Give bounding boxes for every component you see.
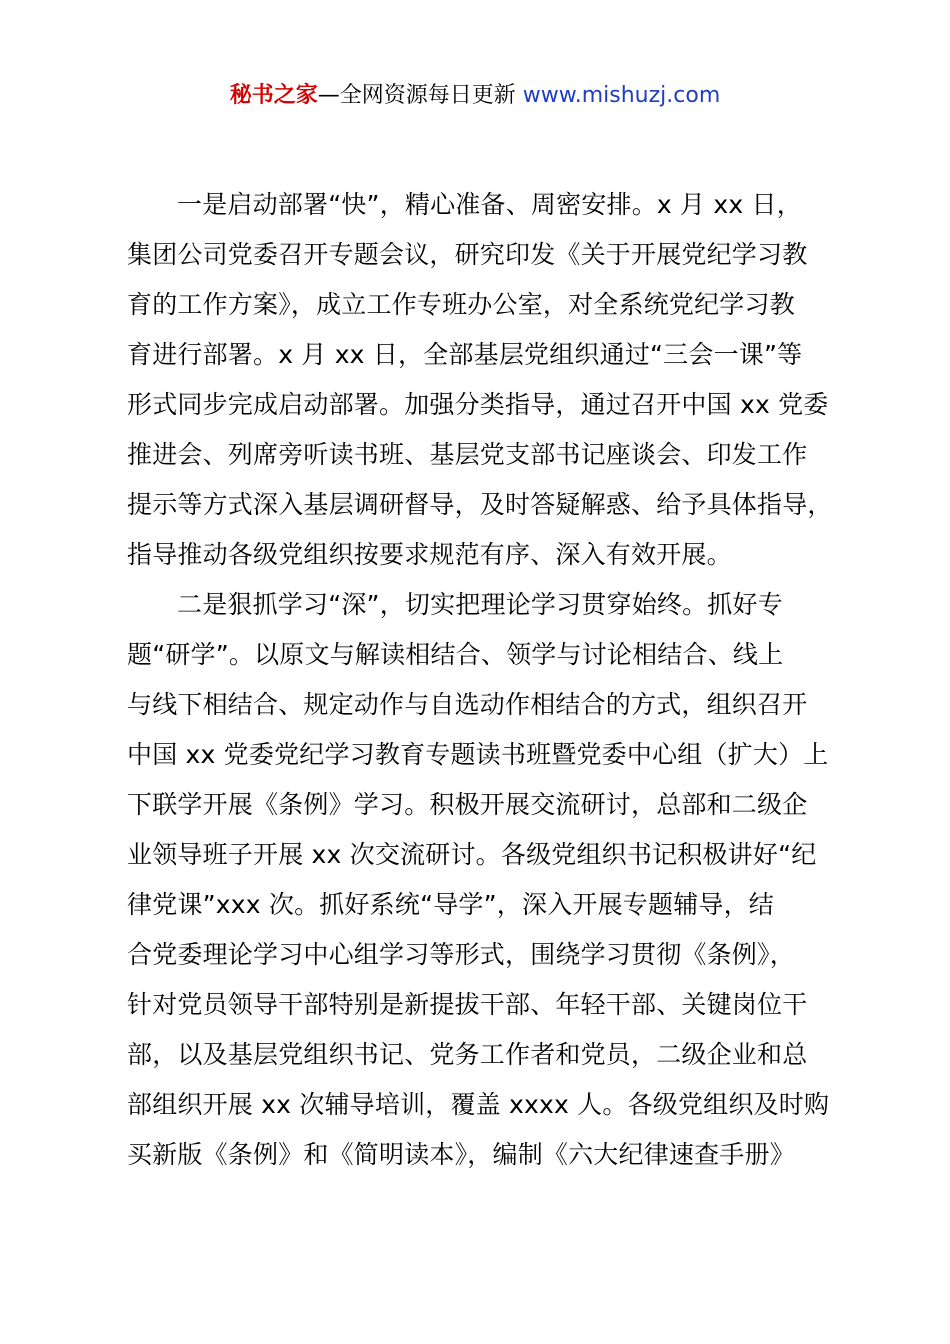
text-line: 题“研学”。以原文与解读相结合、领学与讨论相结合、线上	[127, 640, 784, 669]
text-line: 推进会、列席旁听读书班、基层党支部书记座谈会、印发工作	[127, 440, 808, 469]
text-line: 中国 xx 党委党纪学习教育专题读书班暨党委中心组（扩大）上	[127, 740, 829, 769]
text-line: 育的工作方案》，成立工作专班办公室，对全系统党纪学习教	[127, 290, 795, 319]
brand-name: 秘书之家	[229, 83, 318, 108]
text-line: 一是启动部署“快”，精心准备、周密安排。x 月 xx 日，	[177, 190, 802, 219]
text-line: 买新版《条例》和《简明读本》，编制《六大纪律速查手册》	[127, 1140, 795, 1169]
paragraph	[127, 580, 837, 1180]
text-line: 形式同步完成启动部署。加强分类指导，通过召开中国 xx 党委	[127, 390, 829, 419]
text-line: 提示等方式深入基层调研督导，及时答疑解惑、给予具体指导，	[127, 490, 833, 519]
text-line: 部组织开展 xx 次辅导培训，覆盖 xxxx 人。各级党组织及时购	[127, 1090, 830, 1119]
text-line: 与线下相结合、规定动作与自选动作相结合的方式，组织召开	[127, 690, 808, 719]
text-line: 针对党员领导干部特别是新提拔干部、年轻干部、关键岗位干	[127, 990, 808, 1019]
header-tagline: —全网资源每日更新	[317, 83, 523, 108]
document-body	[127, 180, 837, 1180]
text-line: 部，以及基层党组织书记、党务工作者和党员，二级企业和总	[127, 1040, 808, 1069]
text-line: 律党课”xxx 次。抓好系统“导学”，深入开展专题辅导，结	[127, 890, 774, 919]
text-line: 指导推动各级党组织按要求规范有序、深入有效开展。	[127, 540, 732, 569]
page-header	[0, 80, 950, 112]
text-line: 业领导班子开展 xx 次交流研讨。各级党组织书记积极讲好“纪	[127, 840, 817, 869]
text-line: 合党委理论学习中心组学习等形式，围绕学习贯彻《条例》，	[127, 940, 795, 969]
text-line: 育进行部署。x 月 xx 日，全部基层党组织通过“三会一课”等	[127, 340, 803, 369]
text-line: 集团公司党委召开专题会议，研究印发《关于开展党纪学习教	[127, 240, 808, 269]
text-line: 下联学开展《条例》学习。积极开展交流研讨，总部和二级企	[127, 790, 808, 819]
site-url-link[interactable]: www.mishuzj.com	[522, 83, 721, 108]
paragraph	[127, 180, 837, 580]
text-line: 二是狠抓学习“深”，切实把理论学习贯穿始终。抓好专	[177, 590, 783, 619]
